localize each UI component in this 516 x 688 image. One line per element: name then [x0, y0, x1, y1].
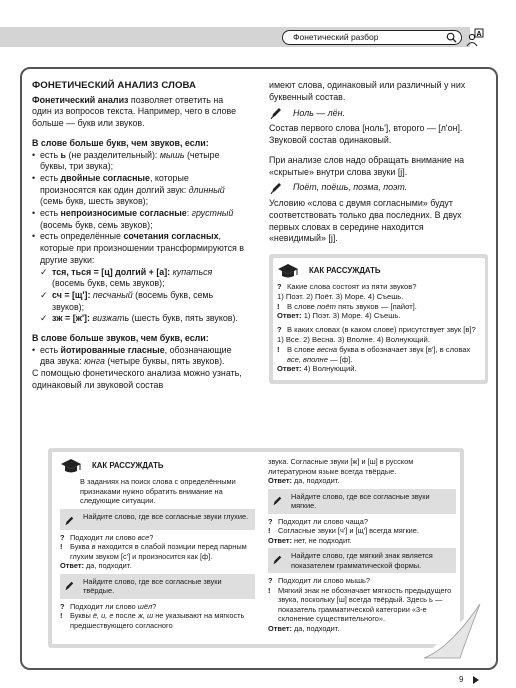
task-box: Найдите слово, где все согласные звуки глухие. [60, 509, 255, 530]
question: ? В каких словах (в каком слове) присутствует звук [в]? [277, 325, 476, 335]
search-icon [446, 32, 457, 43]
more-letters-heading: В слове больше букв, чем звуков, если: [32, 137, 209, 148]
answer: Ответ: да, подходит. [60, 561, 132, 570]
pen-icon [271, 554, 283, 566]
student-icon [466, 28, 484, 47]
question: ? Подходит ли слово мышь? [268, 576, 370, 585]
note: ! Согласные звуки [ч'] и [щ'] всегда мягкие. [268, 526, 419, 535]
checkmark-icon: ✓ [40, 313, 48, 324]
task-box: Найдите слово, где все согласные звуки мягкие. [268, 489, 456, 514]
list-item: • есть определённые сочетания согласных, которые при произношении трансформируются в другие звуки: [32, 231, 245, 265]
task-box: Найдите слово, где все согласные звуки твёрдые. [60, 574, 255, 599]
reasoning-title: КАК РАССУЖДАТЬ [92, 461, 164, 471]
list-subitem: ✓ сч = [щ']: песчаный (восемь букв, семь звуков); [40, 289, 214, 312]
section-heading: ФОНЕТИЧЕСКИЙ АНАЛИЗ СЛОВА [32, 80, 197, 91]
task-box: Найдите слово, где мягкий знак является показателем грамматической формы. [268, 548, 456, 573]
graduation-cap-icon [60, 457, 82, 475]
note: ! Буквы ё, и, е после ж, ш не указывают на мягкость предшествующего согласного [60, 611, 245, 630]
note: ! Буква в находится в слабой позиции перед парным глухим звуком [с'] и произносится как [ф]. [60, 542, 247, 561]
bottom-right-column [268, 457, 456, 633]
checkmark-icon: ✓ [40, 266, 48, 277]
page-number: 9 [459, 675, 464, 684]
continuation-text: звука. Согласные звуки [ж] и [ш] в русском литературном языке всегда твёрдые. [268, 457, 414, 476]
example-line: Ноль — лён. [269, 106, 482, 120]
note: ! В слове весна буква в обозначает звук [в'], в словах все, вполне — [ф]. [277, 344, 471, 364]
answer: Ответ: 1) Поэт. 3) Море. 4) Съешь. [277, 311, 401, 321]
section-title: Фонетический разбор [293, 32, 379, 42]
pen-icon [63, 515, 75, 527]
intro-text: В заданиях на поиск слова с определёнными признаками нужно обратить внимание на следующие ситуации. [80, 477, 236, 505]
pen-icon [269, 106, 283, 120]
reasoning-content [277, 262, 483, 374]
question: ? Подходит ли слово все? [60, 532, 154, 542]
pen-icon [269, 181, 283, 195]
answer: Ответ: нет, не подходит. [268, 535, 352, 545]
paragraph: При анализе слов надо обращать внимание на «скрытые» внутри слова звуки [j]. [269, 154, 465, 177]
graduation-cap-icon [277, 262, 299, 280]
left-column [32, 80, 245, 395]
list-item: • есть ь (не разделительный): мышь (четыре буквы, три звука); [32, 149, 220, 172]
answer: Ответ: 4) Волнующий. [277, 364, 357, 374]
list-item: • есть двойные согласные, которые произносятся как один долгий звук: длинный (семь букв, шесть звуков); [32, 172, 225, 207]
header-bar [0, 27, 516, 47]
list-subitem: ✓ зж = [ж']: визжать (шесть букв, пять звуков). [40, 313, 238, 324]
continuation-paragraph: имеют слова, одинаковый или различный у них буквенный состав. [269, 80, 466, 102]
list-subitem: ✓ тся, ться = [ц] долгий + [а]: купаться (восемь букв, семь звуков); [40, 266, 213, 289]
section-title-pill [282, 30, 462, 45]
note: ! В слове поёт пять звуков — [пайот]. [277, 301, 417, 311]
question: ? Какие слова состоят из пяти звуков? [277, 282, 417, 291]
bottom-left-column [60, 457, 255, 630]
next-page-arrow-icon[interactable] [473, 676, 479, 684]
checkmark-icon: ✓ [40, 289, 48, 300]
answer: Ответ: да, подходит. [268, 476, 340, 485]
paragraph: Условию «слова с двумя согласными» будут соответствовать только два последних. В двух первых словах в середине находится «невидимый» [j]. [269, 198, 462, 244]
question: ? Подходит ли слово шёл? [60, 601, 157, 611]
question: ? Подходит ли слово чаща? [268, 516, 368, 526]
list-item: • есть йотированные гласные, обозначающие два звука: юнга (четыре буквы, пять звуков). [32, 344, 232, 367]
note: ! Мягкий знак не обозначает мягкость предыдущего звука, поскольку [ш] всегда твёрдый. Здесь ь — показатель грамматической категории «3-е склонение существительного». [268, 585, 452, 623]
closing-paragraph: С помощью фонетического анализа можно узнать, одинаковый ли звуковой состав [32, 368, 242, 390]
svg-text:A: A [476, 31, 482, 38]
pen-icon [63, 580, 75, 592]
options: 1) Все. 2) Весна. 3) Вполне. 4) Волнующий. [277, 334, 430, 344]
list-item: • есть непроизносимые согласные: грустный (восемь букв, семь звуков); [32, 208, 234, 230]
pen-icon [271, 495, 283, 507]
paragraph: Состав первого слова [ноль'], второго — [л'он]. Звуковой состав одинаковый. [269, 123, 463, 146]
intro-paragraph: Фонетический анализ позволяет ответить на один из вопросов текста. Например, чего в слове больше — букв или звуков. [32, 94, 237, 129]
options: 1) Поэт. 2) Поёт. 3) Море. 4) Съешь. [277, 291, 404, 301]
example-line: Поёт, поёшь, поэма, поэт. [269, 181, 482, 195]
fewer-letters-heading: В слове больше звуков, чем букв, если: [32, 333, 209, 344]
reasoning-title: КАК РАССУЖДАТЬ [309, 266, 381, 276]
answer: Ответ: да, подходит. [268, 623, 340, 633]
right-column [269, 80, 482, 248]
